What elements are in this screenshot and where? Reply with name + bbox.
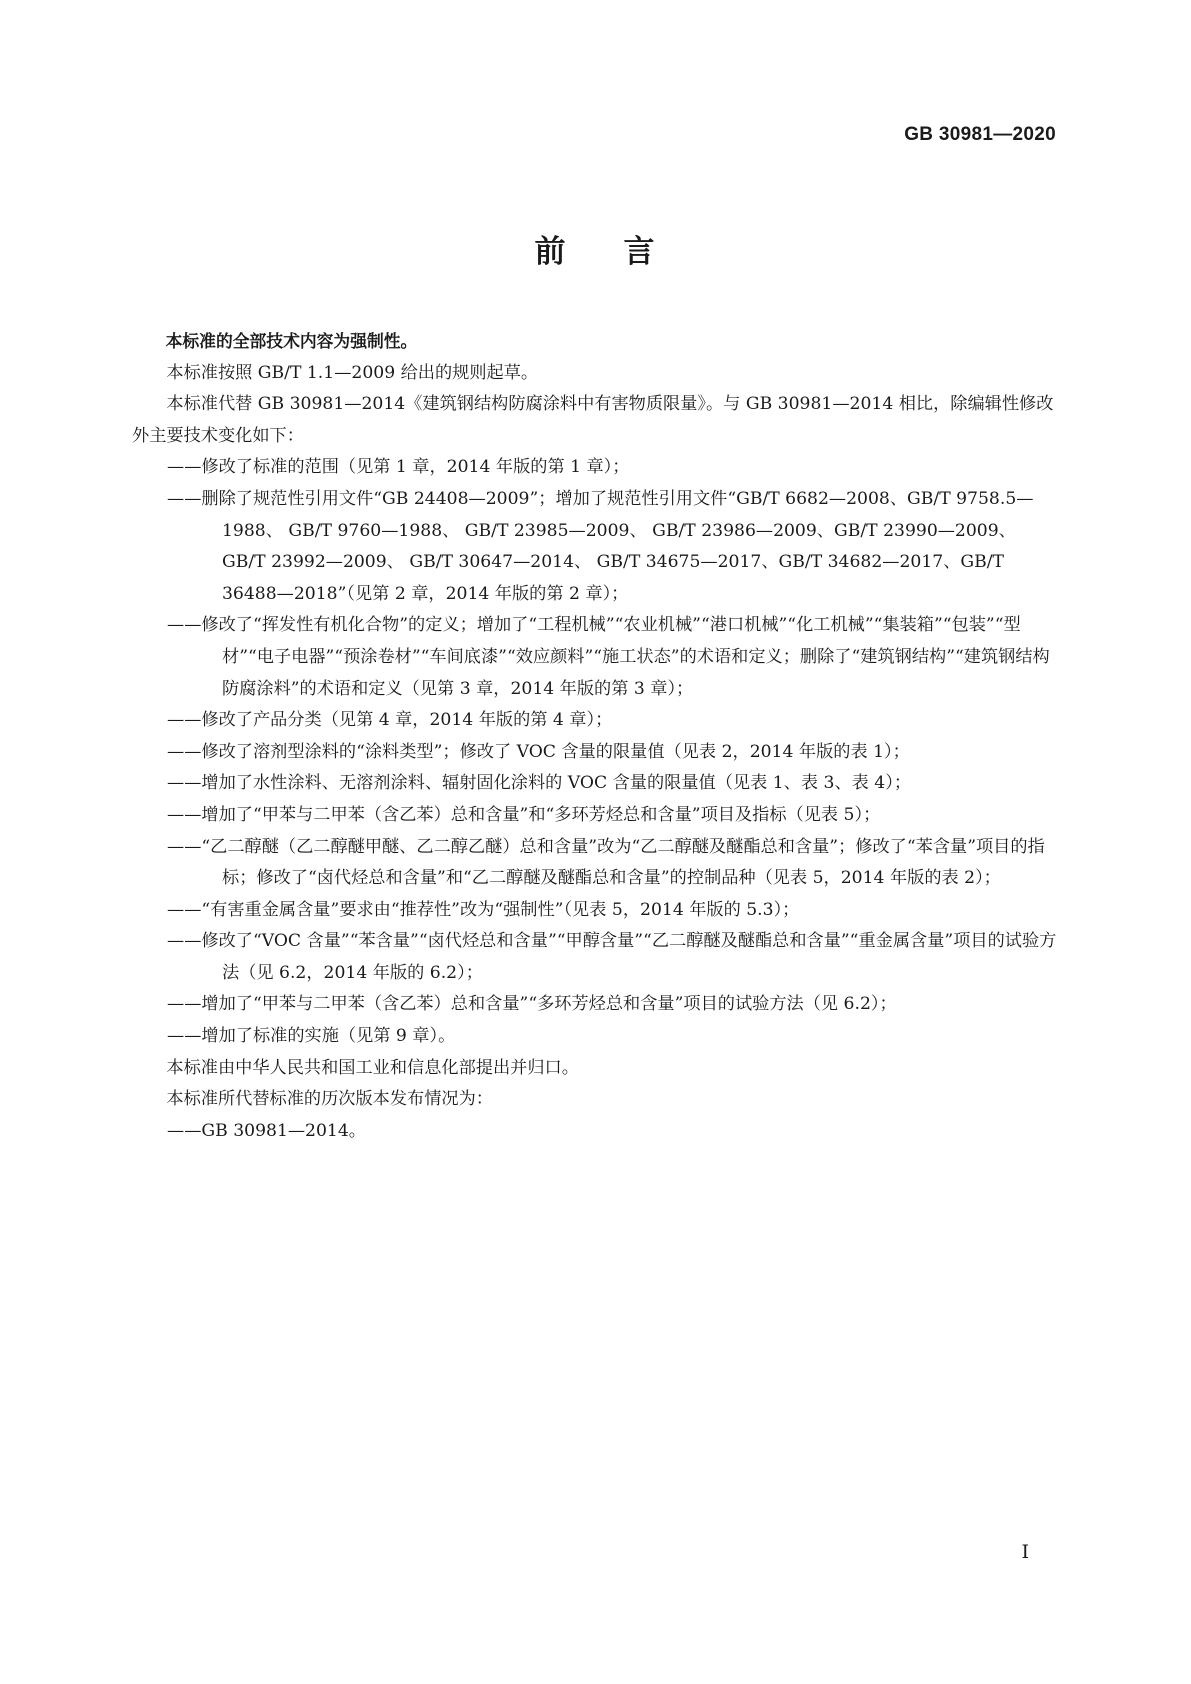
page-title (0, 226, 1191, 271)
foreword-body (132, 326, 1057, 1147)
drafting-rules-paragraph: 本标准按照 GB/T 1.1—2009 给出的规则起草。 (166, 362, 539, 383)
title-char-1: 前 (534, 234, 568, 270)
history-intro-paragraph: 本标准所代替标准的历次版本发布情况为： (166, 1089, 493, 1110)
list-item: ——“乙二醇醚（乙二醇醚甲醚、乙二醇乙醚）总和含量”改为“乙二醇醚及醚酯总和含量”；修改了“苯含量”项目的指标；修改了“卤代烃总和含量”和“乙二醇醚及醚酯总和含量”的控制品种（见表 5，2014 年版的表 2）； (167, 836, 1045, 889)
list-item: ——修改了产品分类（见第 4 章，2014 年版的第 4 章）； (167, 710, 613, 731)
changes-list (132, 452, 1057, 1052)
page-number: I (1021, 1541, 1029, 1563)
list-item: ——GB 30981—2014。 (167, 1120, 366, 1141)
list-item: ——增加了标准的实施（见第 9 章）。 (167, 1026, 456, 1047)
list-item: ——修改了标准的范围（见第 1 章，2014 年版的第 1 章）； (167, 457, 630, 478)
standard-code: GB 30981—2020 (904, 124, 1056, 145)
list-item: ——删除了规范性引用文件“GB 24408—2009”；增加了规范性引用文件“GB/T 6682—2008、GB/T 9758.5—1988、 GB/T 9760—1988、 GB/T 23985—2009、 GB/T 23986—2009、GB/T 23990—2009、 GB/T 23992—2009、 GB/T 30647—2014、 GB/T 34675—2017、GB/T 34682—2017、GB/T 36488—2018”（见第 2 章，2014 年版的第 2 章）； (167, 488, 1034, 604)
title-char-2: 言 (623, 234, 657, 270)
list-item: ——修改了“VOC 含量”“苯含量”“卤代烃总和含量”“甲醇含量”“乙二醇醚及醚酯总和含量”“重金属含量”项目的试验方法（见 6.2，2014 年版的 6.2）； (167, 931, 1057, 983)
list-item: ——修改了“挥发性有机化合物”的定义；增加了“工程机械”“农业机械”“港口机械”“化工机械”“集装箱”“包装”“型材”“电子电器”“预涂卷材”“车间底漆”“效应颜料”“施工状态”的术语和定义；删除了“建筑钢结构”“建筑钢结构防腐涂料”的术语和定义（见第 3 章，2014 年版的第 3 章）； (167, 615, 1050, 699)
list-item: ——增加了水性涂料、无溶剂涂料、辐射固化涂料的 VOC 含量的限量值（见表 1、表 3、表 4）； (167, 773, 912, 794)
history-list (132, 1116, 1057, 1148)
mandatory-statement: 本标准的全部技术内容为强制性。 (165, 331, 418, 351)
proposer-paragraph: 本标准由中华人民共和国工业和信息化部提出并归口。 (166, 1057, 579, 1078)
list-item: ——增加了“甲苯与二甲苯（含乙苯）总和含量”“多环芳烃总和含量”项目的试验方法（见 6.2）； (167, 994, 897, 1015)
list-item: ——“有害重金属含量”要求由“推荐性”改为“强制性”（见表 5，2014 年版的 5.3）； (167, 899, 800, 920)
list-item: ——修改了溶剂型涂料的“涂料类型”；修改了 VOC 含量的限量值（见表 2，2014 年版的表 1）； (167, 741, 910, 762)
list-item: ——增加了“甲苯与二甲苯（含乙苯）总和含量”和“多环芳烃总和含量”项目及指标（见表 5）； (167, 804, 881, 825)
replacement-paragraph: 本标准代替 GB 30981—2014《建筑钢结构防腐涂料中有害物质限量》。与 GB 30981—2014 相比，除编辑性修改外主要技术变化如下： (132, 394, 1054, 446)
